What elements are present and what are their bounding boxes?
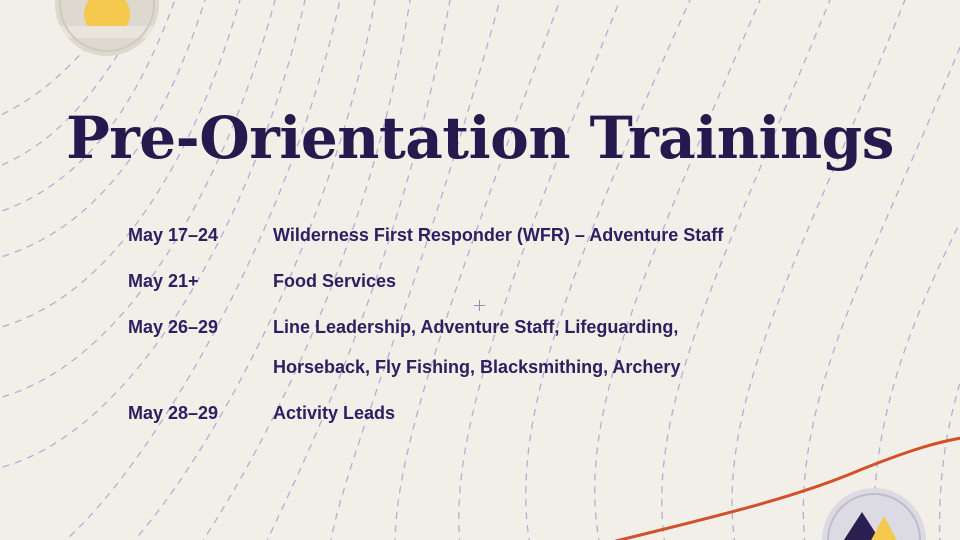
training-date: May 28–29 — [128, 403, 219, 423]
list-item — [128, 215, 888, 255]
training-date: May 17–24 — [128, 225, 219, 245]
training-date: May 21+ — [128, 271, 199, 291]
trainings-list — [128, 215, 888, 439]
training-date: May 26–29 — [128, 317, 219, 337]
logo-ring — [827, 493, 921, 540]
training-description-line1: Wilderness First Responder (WFR) – Adventure Staff — [273, 225, 724, 245]
training-description — [273, 393, 888, 433]
training-description-line1: Line Leadership, Adventure Staff, Lifeguarding, — [273, 317, 679, 337]
page-title: Pre-Orientation Trainings — [66, 104, 894, 172]
list-item — [128, 261, 888, 301]
logo-ring — [59, 0, 155, 52]
training-description — [273, 307, 888, 387]
training-description — [273, 261, 888, 301]
list-item — [128, 393, 888, 433]
training-description-line1: Food Services — [273, 271, 397, 291]
training-description-line2: Horseback, Fly Fishing, Blacksmithing, Archery — [273, 357, 681, 377]
training-description — [273, 215, 888, 255]
camp-mountain-logo — [822, 488, 926, 540]
training-description-line1: Activity Leads — [273, 403, 396, 423]
list-item — [128, 307, 888, 387]
camp-sun-logo — [55, 0, 159, 56]
